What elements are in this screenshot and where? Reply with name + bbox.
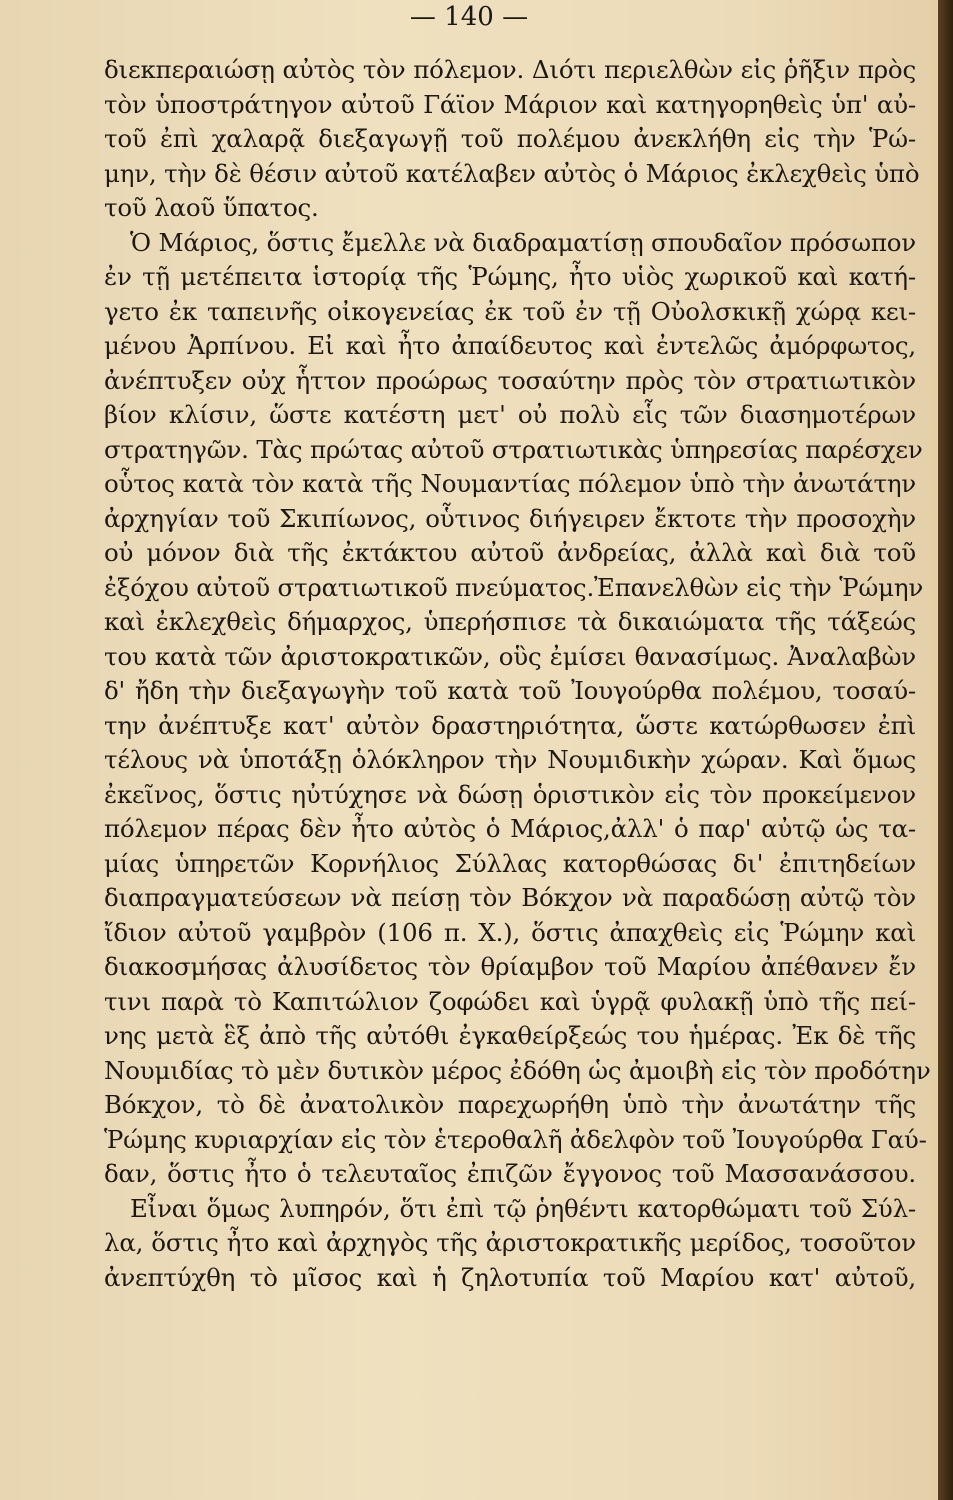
- text-line: διεκπεραιώσῃ αὐτὸς τὸν πόλεμον. Διότι περιελθὼν εἰς ῥῆξιν πρὸς: [104, 55, 916, 84]
- text-line: γετο ἐκ ταπεινῆς οἰκογενείας ἐκ τοῦ ἐν τῇ Οὐολσκικῇ χώρᾳ κει-: [104, 296, 916, 326]
- text-line: ἴδιον αὐτοῦ γαμβρὸν (106 π. Χ.), ὅστις ἀπαχθεὶς εἰς Ῥώμην καὶ: [104, 917, 916, 947]
- text-line: Ὁ Μάριος, ὅστις ἔμελλε νὰ διαδραματίσῃ σπουδαῖον πρόσωπον: [130, 227, 916, 257]
- text-line: μένου Ἀρπίνου. Εἰ καὶ ἦτο ἀπαίδευτος καὶ ἐντελῶς ἀμόρφωτος,: [104, 331, 916, 360]
- page-number: — 140 —: [409, 2, 529, 32]
- text-line: Νουμιδίας τὸ μὲν δυτικὸν μέρος ἐδόθη ὡς ἀμοιβὴ εἰς τὸν προδότην: [104, 1055, 931, 1085]
- text-line: οὗτος κατὰ τὸν κατὰ τῆς Νουμαντίας πόλεμον ὑπὸ τὴν ἀνωτάτην: [104, 469, 916, 498]
- text-line: στρατηγῶν. Τὰς πρώτας αὐτοῦ στρατιωτικὰς ὑπηρεσίας παρέσχεν: [104, 434, 923, 464]
- text-line: δαν, ὅστις ἦτο ὁ τελευταῖος ἐπιζῶν ἔγγονος τοῦ Μασσανάσσου.: [104, 1159, 916, 1188]
- text-line: τέλους νὰ ὑποτάξῃ ὁλόκληρον τὴν Νουμιδικὴν χώραν. Καὶ ὅμως: [104, 745, 916, 774]
- text-line: λα, ὅστις ἦτο καὶ ἀρχηγὸς τῆς ἀριστοκρατικῆς μερίδος, τοσοῦτον: [104, 1228, 916, 1257]
- text-line: τὸν ὑποστράτηγον αὐτοῦ Γάϊον Μάριον καὶ κατηγορηθεὶς ὑπ' αὐ-: [104, 89, 916, 119]
- text-line: τοῦ ἐπὶ χαλαρᾷ διεξαγωγῇ τοῦ πολέμου ἀνεκλήθη εἰς τὴν Ῥώ-: [104, 124, 916, 153]
- text-line: Εἶναι ὅμως λυπηρόν, ὅτι ἐπὶ τῷ ῥηθέντι κατορθώματι τοῦ Σύλ-: [130, 1193, 916, 1223]
- text-line: μίας ὑπηρετῶν Κορνήλιος Σύλλας κατορθώσας δι' ἐπιτηδείων: [104, 848, 916, 878]
- text-line: βίον κλίσιν, ὥστε κατέστη μετ' οὐ πολὺ εἷς τῶν διασημοτέρων: [104, 400, 916, 429]
- text-line: καὶ ἐκλεχθεὶς δήμαρχος, ὑπερήσπισε τὰ δικαιώματα τῆς τάξεώς: [104, 607, 916, 636]
- text-line: μην, τὴν δὲ θέσιν αὐτοῦ κατέλαβεν αὐτὸς ὁ Μάριος ἐκλεχθεὶς ὑπὸ: [104, 158, 920, 188]
- text-line: ἐξόχου αὐτοῦ στρατιωτικοῦ πνεύματος.Ἐπανελθὼν εἰς τὴν Ῥώμην: [104, 572, 924, 602]
- text-line: διακοσμήσας ἀλυσίδετος τὸν θρίαμβον τοῦ Μαρίου ἀπέθανεν ἔν: [104, 952, 916, 981]
- text-line: πόλεμον πέρας δὲν ἦτο αὐτὸς ὁ Μάριος,ἀλλ' ὁ παρ' αὐτῷ ὡς τα-: [104, 814, 916, 843]
- text-line: ἀνέπτυξεν οὐχ ἧττον προώρως τοσαύτην πρὸς τὸν στρατιωτικὸν: [104, 365, 916, 395]
- text-line: νης μετὰ ἓξ ἀπὸ τῆς αὐτόθι ἐγκαθείρξεώς του ἡμέρας. Ἐκ δὲ τῆς: [104, 1021, 916, 1050]
- text-line: ἀρχηγίαν τοῦ Σκιπίωνος, οὗτινος διήγειρεν ἔκτοτε τὴν προσοχὴν: [104, 503, 916, 533]
- text-line: Βόκχον, τὸ δὲ ἀνατολικὸν παρεχωρήθη ὑπὸ τὴν ἀνωτάτην τῆς: [104, 1090, 916, 1119]
- text-line: Ῥώμης κυριαρχίαν εἰς τὸν ἑτεροθαλῆ ἀδελφὸν τοῦ Ἰουγούρθα Γαύ-: [104, 1124, 927, 1154]
- text-line: ἐκεῖνος, ὅστις ηὐτύχησε νὰ δώσῃ ὁριστικὸν εἰς τὸν προκείμενον: [104, 779, 916, 809]
- text-line: ἀνεπτύχθη τὸ μῖσος καὶ ἡ ζηλοτυπία τοῦ Μαρίου κατ' αὐτοῦ,: [104, 1262, 916, 1292]
- text-line: τοῦ λαοῦ ὕπατος.: [104, 193, 319, 222]
- text-line: διαπραγματεύσεων νὰ πείσῃ τὸν Βόκχον νὰ παραδώσῃ αὐτῷ τὸν: [104, 883, 916, 912]
- page-edge: [938, 0, 953, 1500]
- text-line: δ' ἤδη τὴν διεξαγωγὴν τοῦ κατὰ τοῦ Ἰουγούρθα πολέμου, τοσαύ-: [104, 676, 916, 705]
- text-line: οὐ μόνον διὰ τῆς ἐκτάκτου αὐτοῦ ἀνδρείας, ἀλλὰ καὶ διὰ τοῦ: [104, 538, 916, 567]
- text-line: του κατὰ τῶν ἀριστοκρατικῶν, οὓς ἐμίσει θανασίμως. Ἀναλαβὼν: [104, 641, 916, 671]
- text-line: τινι παρὰ τὸ Καπιτώλιον ζοφώδει καὶ ὑγρᾷ φυλακῇ ὑπὸ τῆς πεί-: [104, 986, 916, 1016]
- text-line: ἐν τῇ μετέπειτα ἱστορίᾳ τῆς Ῥώμης, ἦτο υἱὸς χωρικοῦ καὶ κατή-: [104, 262, 916, 291]
- text-line: την ἀνέπτυξε κατ' αὐτὸν δραστηριότητα, ὥστε κατώρθωσεν ἐπὶ: [104, 710, 916, 740]
- body-text: [104, 53, 931, 1295]
